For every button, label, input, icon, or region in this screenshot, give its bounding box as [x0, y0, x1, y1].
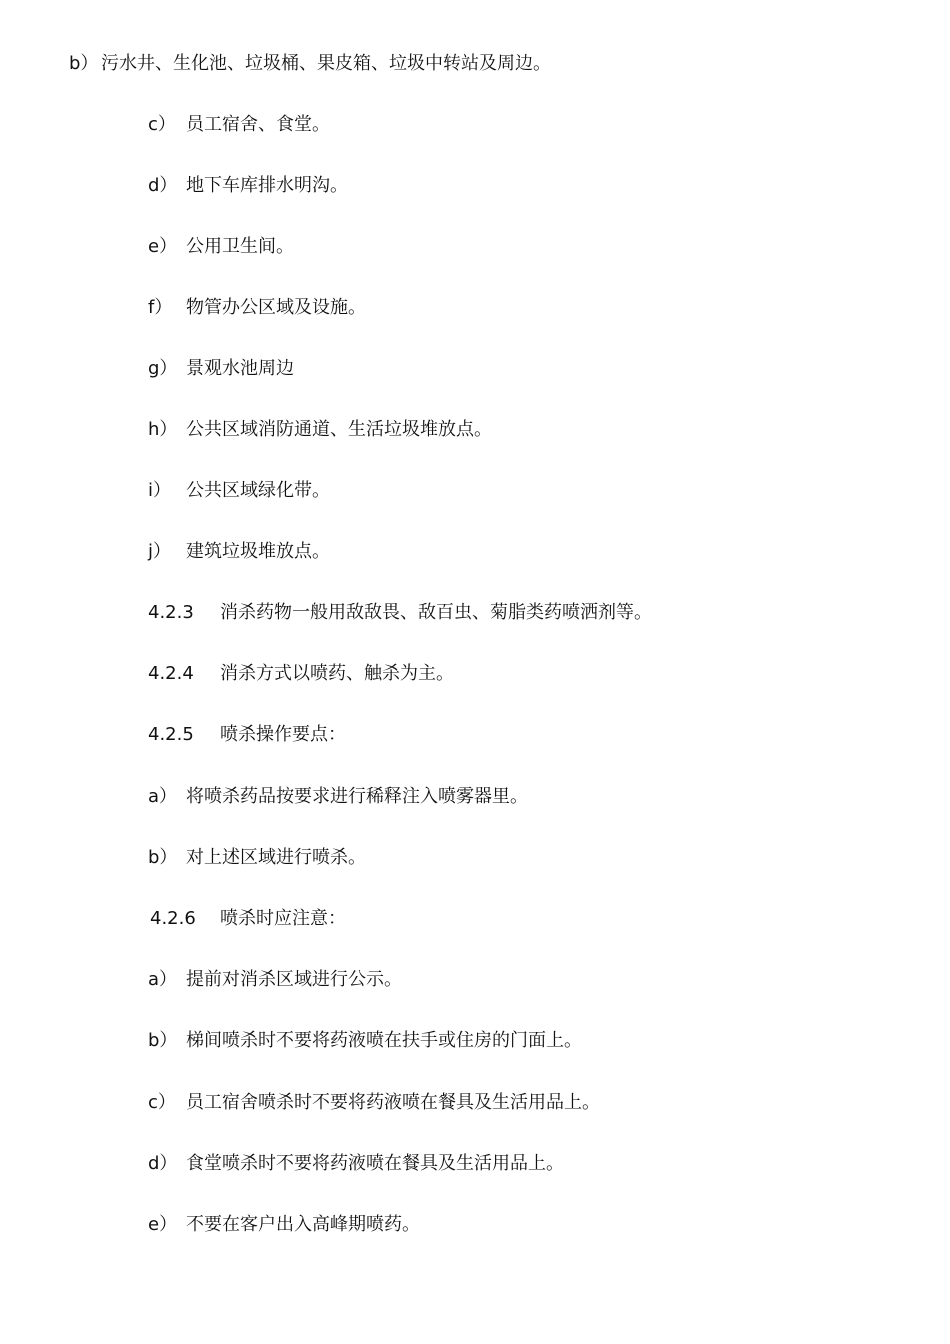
list-item [148, 113, 330, 137]
list-text: 食堂喷杀时不要将药液喷在餐具及生活用品上。 [186, 1153, 564, 1174]
list-marker: g） [148, 358, 178, 379]
list-item [148, 1213, 420, 1237]
list-text: 员工宿舍、食堂。 [186, 114, 330, 135]
list-item [148, 785, 528, 809]
list-marker: f） [148, 297, 173, 318]
list-marker: j） [148, 541, 172, 562]
list-marker: d） [148, 1153, 178, 1174]
list-text: 将喷杀药品按要求进行稀释注入喷雾器里。 [186, 786, 528, 807]
list-text: 物管办公区域及设施。 [186, 297, 366, 318]
list-item [148, 968, 402, 992]
list-marker: b） [148, 1030, 178, 1051]
list-item [148, 1152, 564, 1176]
list-item [148, 174, 348, 198]
list-marker: e） [148, 236, 178, 257]
list-marker: c） [148, 1092, 176, 1113]
list-marker: e） [148, 1214, 178, 1235]
section-heading [148, 601, 652, 625]
list-text: 地下车库排水明沟。 [186, 175, 348, 196]
section-number: 4.2.5 [148, 724, 194, 745]
section-heading [148, 723, 346, 747]
list-text: 员工宿舍喷杀时不要将药液喷在餐具及生活用品上。 [186, 1092, 600, 1113]
list-item [148, 540, 330, 564]
list-text: 不要在客户出入高峰期喷药。 [186, 1214, 420, 1235]
list-item [148, 418, 492, 442]
list-item [148, 1091, 600, 1115]
list-item [148, 296, 366, 320]
list-marker: d） [148, 175, 178, 196]
list-text: 污水井、生化池、垃圾桶、果皮箱、垃圾中转站及周边。 [101, 53, 551, 74]
section-text: 消杀药物一般用敌敌畏、敌百虫、菊脂类药喷洒剂等。 [220, 602, 652, 623]
list-item [148, 235, 294, 259]
list-item [148, 479, 330, 503]
list-marker: b） [69, 53, 99, 74]
section-heading [148, 662, 454, 686]
list-text: 提前对消杀区域进行公示。 [186, 969, 402, 990]
list-text: 景观水池周边 [186, 358, 294, 379]
section-text: 喷杀时应注意： [220, 908, 346, 929]
section-number: 4.2.4 [148, 663, 194, 684]
section-number: 4.2.6 [150, 908, 196, 929]
list-text: 对上述区域进行喷杀。 [186, 847, 366, 868]
list-text: 公用卫生间。 [186, 236, 294, 257]
list-text: 公共区域消防通道、生活垃圾堆放点。 [186, 419, 492, 440]
list-marker: b） [148, 847, 178, 868]
list-item [148, 1029, 582, 1053]
section-text: 喷杀操作要点： [220, 724, 346, 745]
list-text: 梯间喷杀时不要将药液喷在扶手或住房的门面上。 [186, 1030, 582, 1051]
list-marker: h） [148, 419, 178, 440]
list-marker: c） [148, 114, 176, 135]
section-number: 4.2.3 [148, 602, 194, 623]
list-text: 建筑垃圾堆放点。 [186, 541, 330, 562]
list-item [148, 357, 294, 381]
section-text: 消杀方式以喷药、触杀为主。 [220, 663, 454, 684]
list-marker: i） [148, 480, 172, 501]
list-item [69, 52, 551, 76]
list-item [148, 846, 366, 870]
list-text: 公共区域绿化带。 [186, 480, 330, 501]
list-marker: a） [148, 786, 178, 807]
section-heading [150, 907, 346, 931]
list-marker: a） [148, 969, 178, 990]
